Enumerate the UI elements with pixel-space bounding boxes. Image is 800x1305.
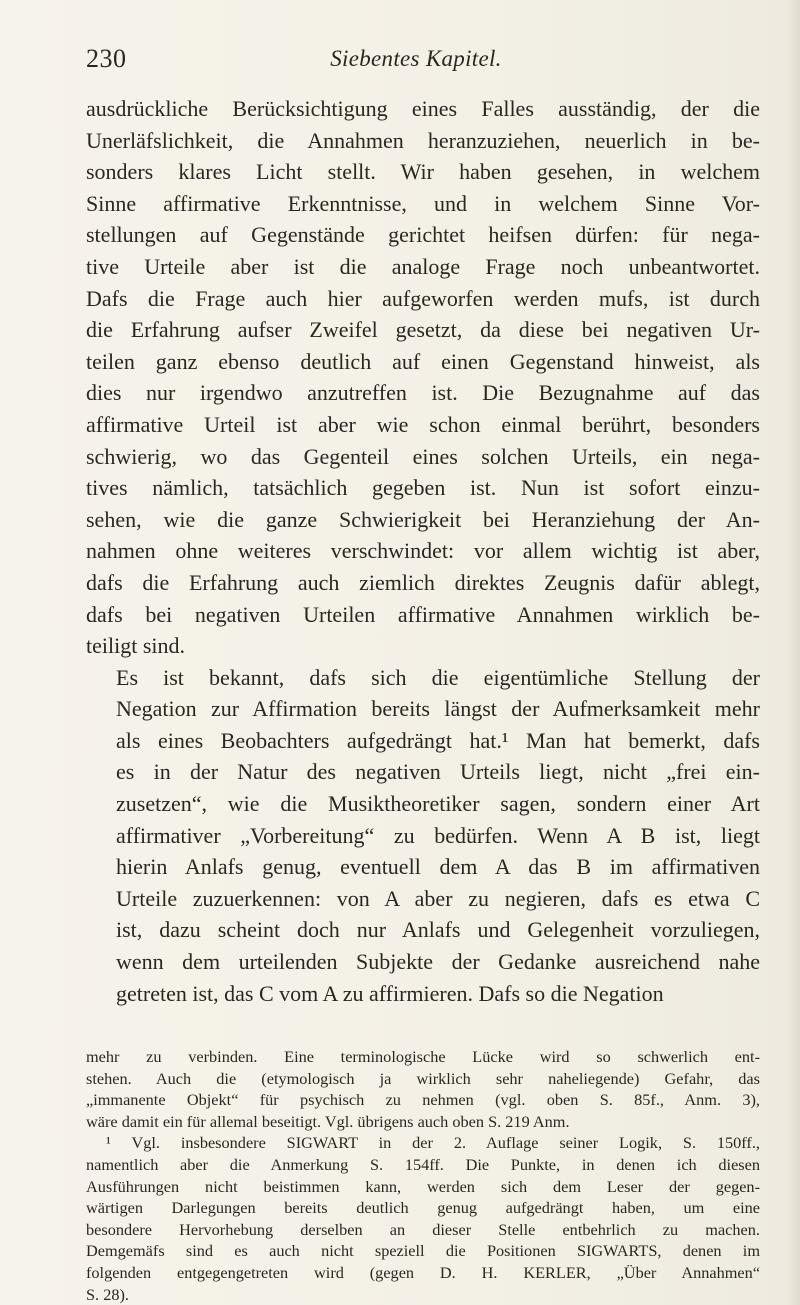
- footnote-line: folgenden entgegengetreten wird (gegen D. H. KERLER, „Über Annahmen“: [86, 1262, 760, 1282]
- text-line: die Erfahrung aufser Zweifel gesetzt, da diese bei negativen Ur-: [86, 317, 760, 343]
- text-line: schwierig, wo das Gegenteil eines solchen Urteils, ein nega-: [86, 443, 760, 469]
- text-line: es in der Natur des negativen Urteils liegt, nicht „frei ein-: [116, 759, 760, 785]
- footnote-line: Ausführungen nicht beistimmen kann, werden sich dem Leser der gegen-: [86, 1176, 760, 1196]
- footnotes: [86, 1046, 760, 1305]
- main-text: [86, 93, 760, 1009]
- text-line: dafs bei negativen Urteilen affirmative Annahmen wirklich be-: [86, 601, 760, 627]
- text-line: affirmative Urteil ist aber wie schon einmal berührt, besonders: [86, 411, 760, 437]
- text-line: dies nur irgendwo anzutreffen ist. Die Bezugnahme auf das: [86, 380, 760, 406]
- footnote: [86, 1046, 760, 1132]
- text-line: sonders klares Licht stellt. Wir haben gesehen, in welchem: [86, 159, 760, 185]
- footnote-line: mehr zu verbinden. Eine terminologische Lücke wird so schwerlich ent-: [86, 1047, 760, 1066]
- text-line: getreten ist, das C vom A zu affirmieren. Dafs so die Negation: [116, 980, 664, 1006]
- paragraph: [86, 662, 760, 1010]
- footnote-line: S. 28).: [86, 1284, 129, 1304]
- text-line: Es ist bekannt, dafs sich die eigentümliche Stellung der: [116, 664, 760, 690]
- footnote-line: namentlich aber die Anmerkung S. 154ff. Die Punkte, in denen ich diesen: [86, 1154, 760, 1174]
- text-line: tive Urteile aber ist die analoge Frage noch unbeantwortet.: [86, 253, 760, 279]
- text-line: als eines Beobachters aufgedrängt hat.¹ Man hat bemerkt, dafs: [116, 727, 760, 753]
- text-line: Negation zur Affirmation bereits längst der Aufmerksamkeit mehr: [116, 696, 760, 722]
- footnote-line: ¹ Vgl. insbesondere SIGWART in der 2. Auflage seiner Logik, S. 150ff.,: [106, 1133, 760, 1153]
- text-line: nahmen ohne weiteres verschwindet: vor allem wichtig ist aber,: [86, 538, 760, 564]
- page-edge-shadow: [786, 0, 800, 1305]
- text-line: ist, dazu scheint doch nur Anlafs und Gelegenheit vorzuliegen,: [116, 917, 760, 943]
- paragraph: [86, 93, 760, 662]
- text-line: sehen, wie die ganze Schwierigkeit bei Heranziehung der An-: [86, 506, 760, 532]
- page-number: 230: [86, 44, 127, 73]
- text-line: teilen ganz ebenso deutlich auf einen Gegenstand hinweist, als: [86, 348, 760, 374]
- text-line: tives nämlich, tatsächlich gegeben ist. Nun ist sofort einzu-: [86, 475, 760, 501]
- text-line: teiligt sind.: [86, 633, 185, 659]
- text-line: Dafs die Frage auch hier aufgeworfen werden mufs, ist durch: [86, 285, 760, 311]
- text-line: Sinne affirmative Erkenntnisse, und in welchem Sinne Vor-: [86, 190, 760, 216]
- text-line: Unerläfslichkeit, die Annahmen heranzuziehen, neuerlich in be-: [86, 127, 760, 153]
- footnote: [86, 1132, 760, 1305]
- footnote-line: „immanente Objekt“ für psychisch zu nehmen (vgl. oben S. 85f., Anm. 3),: [86, 1090, 760, 1110]
- page-header: [86, 38, 746, 78]
- text-line: zusetzen“, wie die Musiktheoretiker sagen, sondern einer Art: [116, 791, 760, 817]
- text-line: stellungen auf Gegenstände gerichtet heifsen dürfen: für nega-: [86, 222, 760, 248]
- footnote-line: besondere Hervorhebung derselben an dieser Stelle entbehrlich zu machen.: [86, 1219, 760, 1239]
- footnote-line: stehen. Auch die (etymologisch ja wirklich sehr naheliegende) Gefahr, das: [86, 1068, 760, 1088]
- text-line: affirmativer „Vorbereitung“ zu bedürfen. Wenn A B ist, liegt: [116, 822, 760, 848]
- running-head: Siebentes Kapitel.: [330, 46, 502, 71]
- footnote-line: Demgemäfs sind es auch nicht speziell die Positionen SIGWARTS, denen im: [86, 1241, 760, 1261]
- text-line: ausdrückliche Berücksichtigung eines Falles ausständig, der die: [86, 96, 760, 121]
- footnote-line: wäre damit ein für allemal beseitigt. Vgl. übrigens auch oben S. 219 Anm.: [86, 1111, 570, 1131]
- text-line: dafs die Erfahrung auch ziemlich direktes Zeugnis dafür ablegt,: [86, 569, 760, 595]
- text-line: Urteile zuzuerkennen: von A aber zu negieren, dafs es etwa C: [116, 885, 760, 911]
- text-line: wenn dem urteilenden Subjekte der Gedanke ausreichend nahe: [116, 949, 760, 975]
- text-line: hierin Anlafs genug, eventuell dem A das B im affirmativen: [116, 854, 760, 880]
- footnote-line: wärtigen Darlegungen bereits deutlich genug aufgedrängt haben, um eine: [86, 1198, 760, 1218]
